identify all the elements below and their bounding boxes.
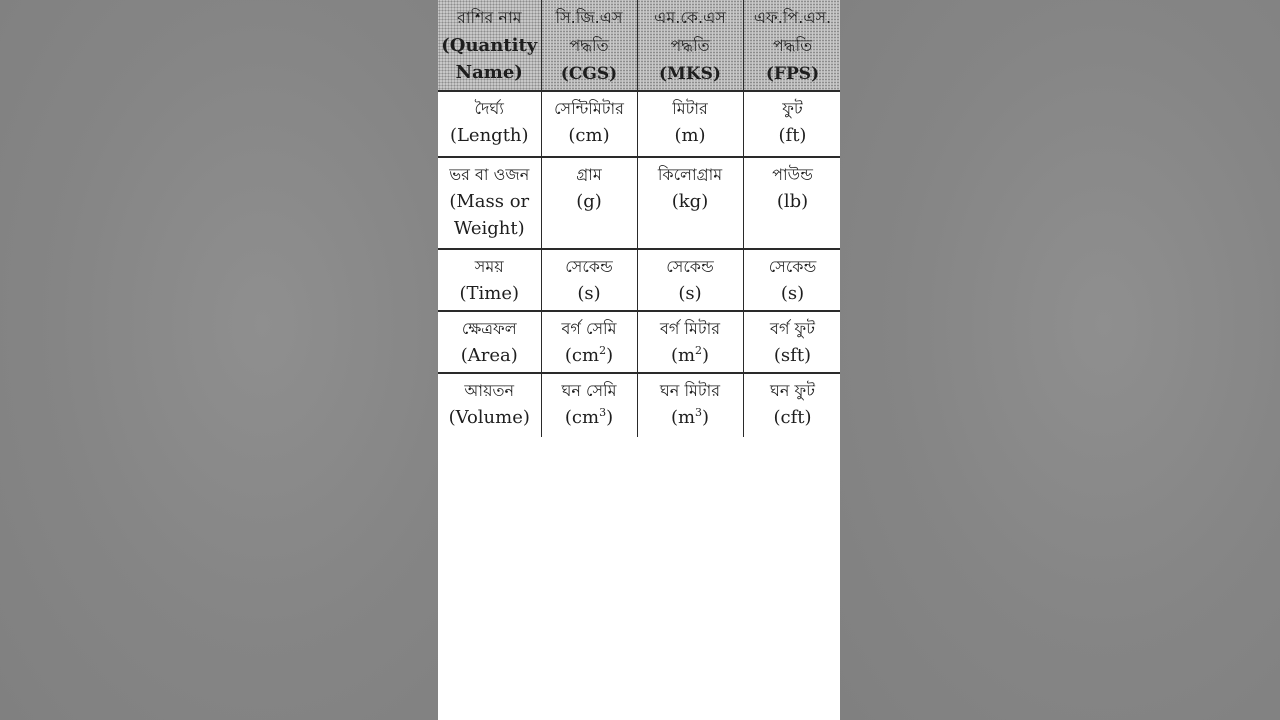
- fps-bn: বর্গ ফুট: [770, 319, 815, 338]
- fps-en: (s): [780, 283, 805, 304]
- cgs-en: $(cm^2)$: [564, 344, 614, 366]
- header-mks-bn: এম.কে.এস: [654, 8, 726, 27]
- fps-bn: ঘন ফুট: [770, 381, 815, 400]
- table-header-row: [438, 0, 840, 91]
- quantity-en-line2: Weight): [453, 218, 525, 239]
- superscript: 2: [599, 344, 607, 357]
- quantity-en: (Length): [449, 125, 529, 146]
- cgs-bn: ঘন সেমি: [561, 381, 617, 400]
- mks-en: (m): [674, 125, 706, 146]
- cell-quantity: [438, 249, 541, 311]
- header-fps-en: (FPS): [765, 64, 820, 84]
- cell-fps: [743, 249, 840, 311]
- quantity-en: (Area): [460, 345, 518, 366]
- header-cgs-en: (CGS): [560, 64, 618, 84]
- mks-en: (s): [678, 283, 702, 304]
- header-mks: [637, 0, 743, 91]
- superscript: 3: [695, 406, 703, 419]
- fps-bn: সেকেন্ড: [768, 257, 817, 276]
- cgs-bn: সেকেন্ড: [565, 257, 613, 276]
- cell-cgs: [541, 157, 637, 249]
- cell-quantity: [438, 157, 541, 249]
- cell-fps: [743, 311, 840, 373]
- fps-bn: ফুট: [782, 99, 803, 118]
- cgs-bn: গ্রাম: [576, 165, 602, 184]
- header-quantity-en-line1: (Quantity: [441, 35, 538, 56]
- table-row-time: [438, 249, 840, 311]
- quantity-en-line1: (Mass or: [449, 191, 530, 212]
- fps-en: (ft): [778, 125, 807, 146]
- document-page: [438, 0, 840, 720]
- cell-cgs: [541, 249, 637, 311]
- cell-quantity: [438, 311, 541, 373]
- cell-mks: [637, 373, 743, 437]
- superscript: 3: [599, 406, 607, 419]
- fps-en: (cft): [773, 407, 812, 428]
- cell-quantity: [438, 91, 541, 157]
- header-fps: [743, 0, 840, 91]
- mks-bn: বর্গ মিটার: [659, 319, 721, 338]
- cgs-en: $(cm^3)$: [564, 406, 614, 428]
- cgs-bn: সেন্টিমিটার: [554, 99, 624, 118]
- mks-bn: ঘন মিটার: [659, 381, 721, 400]
- cell-mks: [637, 249, 743, 311]
- cell-mks: [637, 91, 743, 157]
- table-row-area: [438, 311, 840, 373]
- superscript: 2: [695, 344, 703, 357]
- cell-cgs: [541, 311, 637, 373]
- video-background-left: [0, 0, 438, 720]
- video-background-right: [840, 0, 1280, 720]
- cell-mks: [637, 157, 743, 249]
- fps-en: (sft): [773, 345, 812, 366]
- mks-bn: মিটার: [672, 99, 708, 118]
- fps-bn: পাউন্ড: [772, 165, 813, 184]
- cell-fps: [743, 373, 840, 437]
- mks-en: $(m^3)$: [670, 406, 710, 428]
- cell-quantity: [438, 373, 541, 437]
- cell-fps: [743, 157, 840, 249]
- header-mks-method: পদ্ধতি: [670, 36, 710, 55]
- header-quantity-name: [438, 0, 541, 91]
- quantity-bn: ক্ষেত্রফল: [461, 319, 517, 338]
- cgs-en: (g): [576, 191, 602, 212]
- cell-cgs: [541, 91, 637, 157]
- quantity-bn: আয়তন: [464, 381, 515, 400]
- cgs-en: (s): [577, 283, 601, 304]
- header-cgs-bn: সি.জি.এস: [555, 8, 623, 27]
- cell-mks: [637, 311, 743, 373]
- table-row-volume: [438, 373, 840, 437]
- header-quantity-en-line2: Name): [455, 62, 523, 83]
- mks-bn: কিলোগ্রাম: [657, 165, 723, 184]
- cgs-bn: বর্গ সেমি: [561, 319, 617, 338]
- quantity-en: (Volume): [448, 407, 530, 428]
- unit-systems-table: [438, 0, 840, 437]
- header-cgs-method: পদ্ধতি: [569, 36, 609, 55]
- header-quantity-bn: রাশির নাম: [457, 8, 522, 27]
- header-mks-en: (MKS): [659, 64, 721, 84]
- header-fps-bn: এফ.পি.এস.: [753, 8, 832, 27]
- table-row-mass: [438, 157, 840, 249]
- cell-fps: [743, 91, 840, 157]
- mks-bn: সেকেন্ড: [666, 257, 714, 276]
- quantity-bn: ভর বা ওজন: [449, 165, 530, 184]
- cell-cgs: [541, 373, 637, 437]
- quantity-bn: দৈর্ঘ্য: [474, 99, 504, 118]
- cgs-en: (cm): [568, 125, 610, 146]
- quantity-bn: সময়: [474, 257, 504, 276]
- mks-en: (kg): [671, 191, 709, 212]
- header-fps-method: পদ্ধতি: [772, 36, 813, 55]
- table-row-length: [438, 91, 840, 157]
- fps-en: (lb): [776, 191, 809, 212]
- quantity-en: (Time): [459, 283, 520, 304]
- mks-en: $(m^2)$: [670, 344, 710, 366]
- header-cgs: [541, 0, 637, 91]
